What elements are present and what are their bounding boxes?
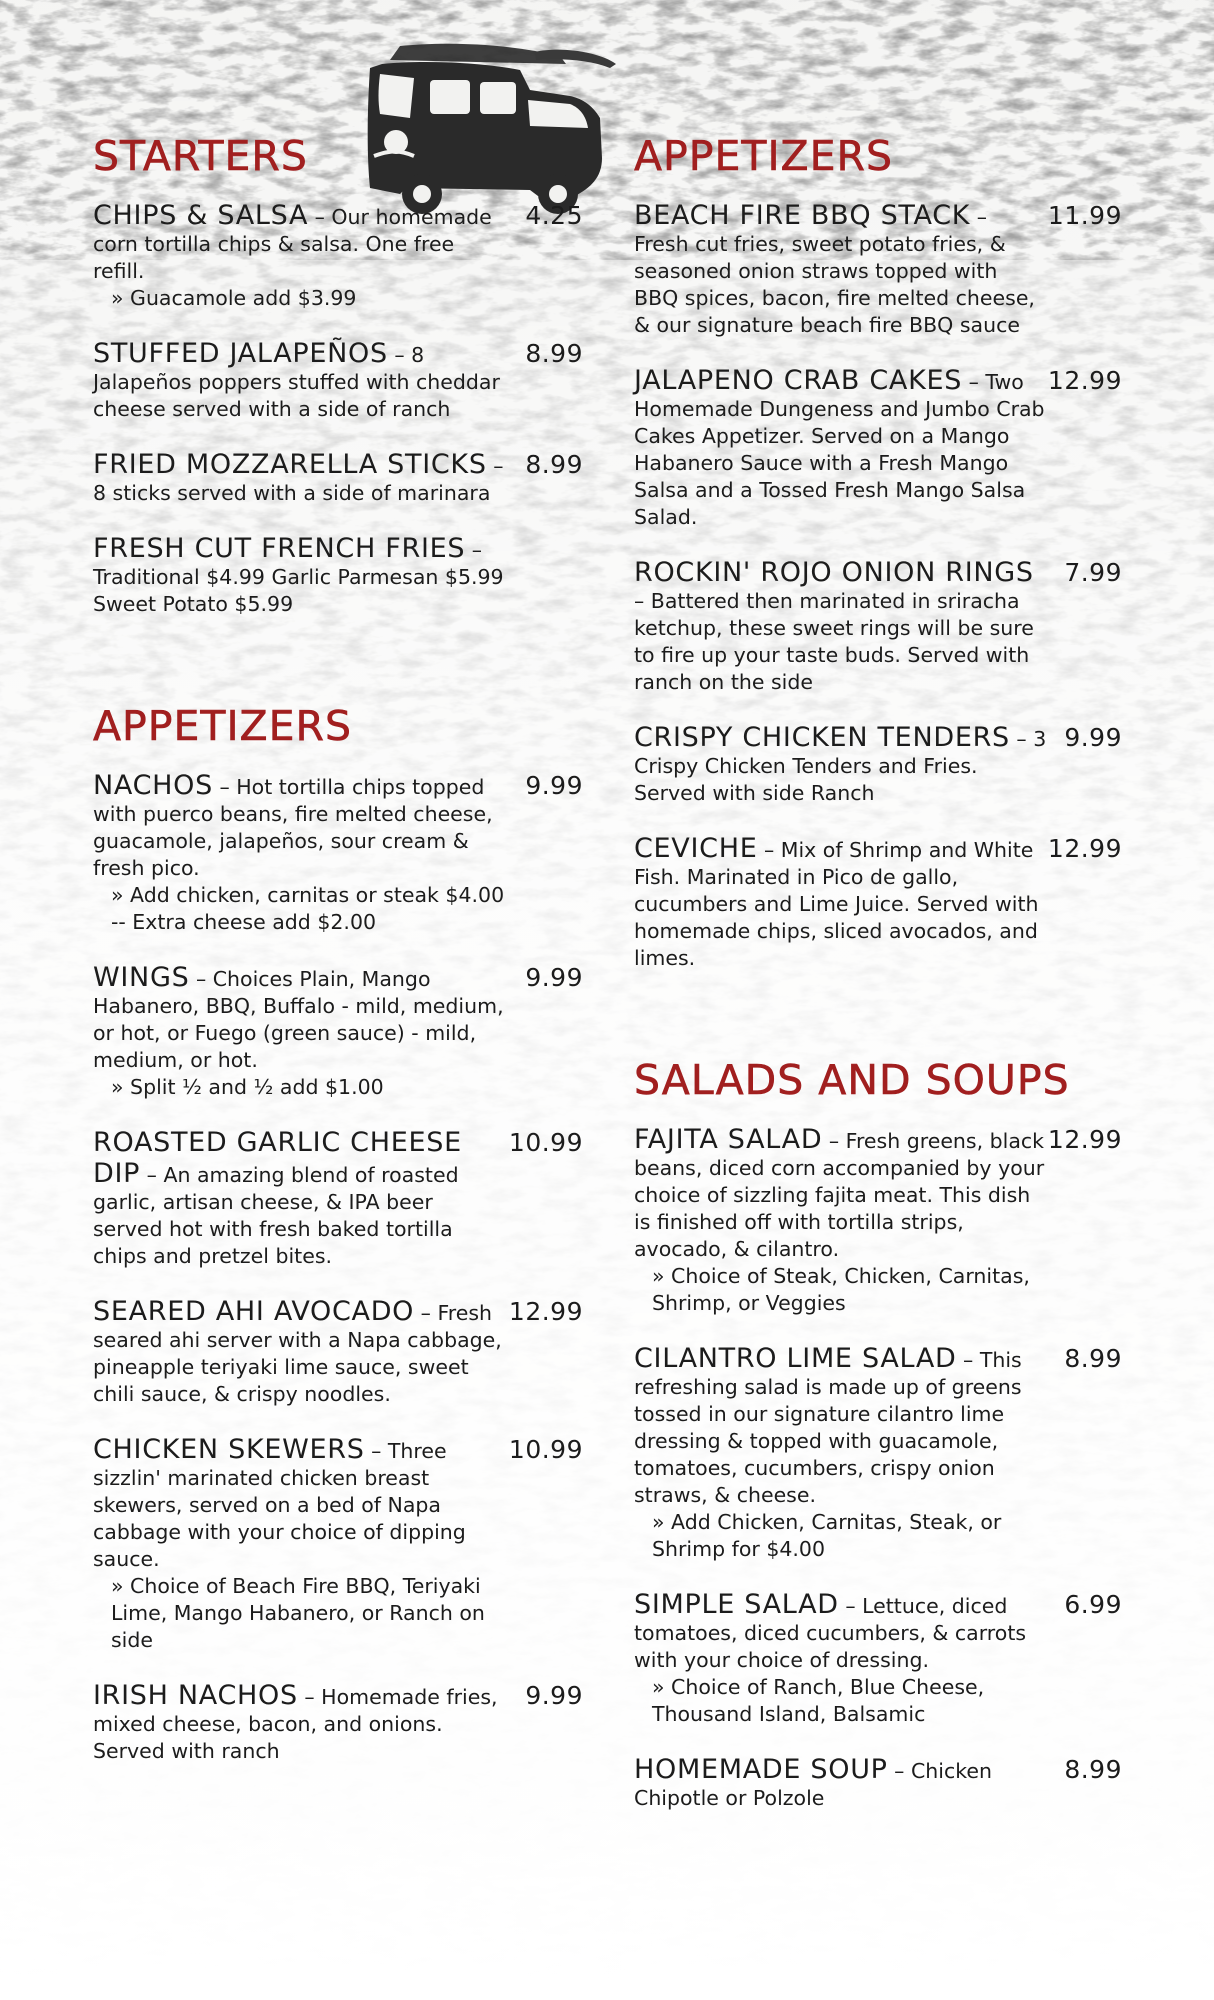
item-description: Two Homemade Dungeness and Jumbo Crab Cakes Appetizer. Served on a Mango Habanero Sauce with a Fresh Mango Salsa and a Tossed Fresh Mango Salsa Salad.: [634, 370, 1045, 529]
item-separator: –: [822, 1129, 846, 1153]
item-body: [93, 533, 583, 618]
section-title-appetizers: APPETIZERS: [93, 702, 353, 750]
item-separator: –: [634, 589, 651, 613]
item-separator: –: [486, 454, 504, 478]
item-addon: » Split ½ and ½ add $1.00: [111, 1075, 384, 1099]
item-description: Fresh cut fries, sweet potato fries, & seasoned onion straws topped with BBQ spices, bacon, fire melted cheese, & our signature beach fire BBQ sauce: [634, 232, 1035, 337]
item-price: 11.99: [1047, 201, 1122, 230]
section-title-appetizers-right: APPETIZERS: [634, 132, 894, 180]
appetizers-list: [93, 770, 583, 1765]
right-column: [634, 132, 1122, 1838]
menu-item: [634, 557, 1122, 696]
item-price: 10.99: [508, 1128, 583, 1157]
menu-item: [634, 722, 1122, 807]
item-description: Choices Plain, Mango Habanero, BBQ, Buffalo - mild, medium, or hot, or Fuego (green sauce) - mild, medium, or hot.: [93, 967, 504, 1072]
section-title-starters: STARTERS: [93, 132, 308, 180]
item-body: [93, 449, 583, 507]
item-separator: –: [297, 1685, 322, 1709]
item-body: [634, 557, 1122, 696]
menu-item: [634, 833, 1122, 972]
item-name: ROASTED GARLIC CHEESE DIP: [93, 1127, 462, 1189]
item-price: 12.99: [1047, 1125, 1122, 1154]
left-column: [93, 132, 583, 1791]
item-body: [93, 1680, 583, 1765]
starters-list: [93, 200, 583, 618]
salads-soups-list: [634, 1124, 1122, 1812]
item-description: 8 sticks served with a side of marinara: [93, 481, 491, 505]
item-name: FRIED MOZZARELLA STICKS: [93, 449, 487, 480]
menu-item: [93, 338, 583, 423]
item-name: CRISPY CHICKEN TENDERS: [634, 722, 1010, 753]
item-price: 8.99: [525, 450, 583, 479]
item-separator: –: [838, 1594, 863, 1618]
item-addon: » Guacamole add $3.99: [111, 286, 357, 310]
item-description: Chicken Chipotle or Polzole: [634, 1759, 992, 1810]
item-name: CILANTRO LIME SALAD: [634, 1343, 957, 1374]
item-separator: –: [887, 1759, 911, 1783]
item-separator: –: [308, 205, 332, 229]
item-price: 12.99: [508, 1297, 583, 1326]
item-body: [634, 1589, 1122, 1728]
item-name: FRESH CUT FRENCH FRIES: [93, 533, 466, 564]
item-price: 9.99: [525, 963, 583, 992]
item-description: Three sizzlin' marinated chicken breast skewers, served on a bed of Napa cabbage with your choice of dipping sauce.: [93, 1439, 466, 1571]
item-price: 9.99: [525, 1681, 583, 1710]
menu-item: [93, 449, 583, 507]
item-description: Battered then marinated in sriracha ketchup, these sweet rings will be sure to fire up your taste buds. Served with ranch on the side: [634, 589, 1034, 694]
menu-item: [634, 200, 1122, 339]
item-name: FAJITA SALAD: [634, 1124, 823, 1155]
item-price: 12.99: [1047, 366, 1122, 395]
item-name: ROCKIN' ROJO ONION RINGS: [634, 557, 1034, 588]
item-price: 10.99: [508, 1435, 583, 1464]
item-separator: –: [189, 967, 213, 991]
item-description: This refreshing salad is made up of greens tossed in our signature cilantro lime dressing & topped with guacamole, tomatoes, cucumbers, crispy onion straws, & cheese.: [634, 1348, 1022, 1507]
item-description: 8 Jalapeños poppers stuffed with cheddar cheese served with a side of ranch: [93, 343, 500, 421]
item-description: An amazing blend of roasted garlic, artisan cheese, & IPA beer served hot with fresh baked tortilla chips and pretzel bites.: [93, 1163, 459, 1268]
item-price: 7.99: [1064, 558, 1122, 587]
item-price: 8.99: [1064, 1344, 1122, 1373]
item-name: CHICKEN SKEWERS: [93, 1434, 365, 1465]
menu-item: [93, 200, 583, 312]
item-addon: » Choice of Ranch, Blue Cheese, Thousand Island, Balsamic: [652, 1675, 985, 1726]
item-separator: –: [465, 538, 482, 562]
item-body: [93, 338, 583, 423]
item-price: 9.99: [525, 771, 583, 800]
item-price: 8.99: [1064, 1755, 1122, 1784]
item-name: STUFFED JALAPEÑOS: [93, 338, 388, 369]
item-price: 6.99: [1064, 1590, 1122, 1619]
item-name: HOMEMADE SOUP: [634, 1754, 888, 1785]
item-name: SIMPLE SALAD: [634, 1589, 839, 1620]
menu-item: [634, 1589, 1122, 1728]
item-description: Fresh seared ahi server with a Napa cabbage, pineapple teriyaki lime sauce, sweet chili sauce, & crispy noodles.: [93, 1301, 502, 1406]
item-separator: –: [956, 1348, 980, 1372]
menu-item: [634, 365, 1122, 531]
item-price: 4.25: [525, 201, 583, 230]
item-description: Fresh greens, black beans, diced corn accompanied by your choice of sizzling fajita meat. This dish is finished off with tortilla strips, avocado, & cilantro.: [634, 1129, 1045, 1261]
appetizers-right-list: [634, 200, 1122, 972]
item-body: [634, 1343, 1122, 1563]
item-description: Lettuce, diced tomatoes, diced cucumbers, & carrots with your choice of dressing.: [634, 1594, 1027, 1672]
item-separator: –: [140, 1163, 164, 1187]
item-body: [93, 1434, 583, 1654]
item-name: CEVICHE: [634, 833, 758, 864]
item-price: 12.99: [1047, 834, 1122, 863]
item-description: Hot tortilla chips topped with puerco beans, fire melted cheese, guacamole, jalapeños, sour cream & fresh pico.: [93, 775, 493, 880]
item-separator: –: [970, 205, 987, 229]
item-price: 9.99: [1064, 723, 1122, 752]
item-name: BEACH FIRE BBQ STACK: [634, 200, 971, 231]
item-separator: –: [962, 370, 986, 394]
menu-item: [93, 962, 583, 1101]
item-body: [634, 722, 1122, 807]
item-description: Mix of Shrimp and White Fish. Marinated in Pico de gallo, cucumbers and Lime Juice. Served with homemade chips, sliced avocados, and limes.: [634, 838, 1039, 970]
item-price: 8.99: [525, 339, 583, 368]
item-separator: –: [212, 775, 237, 799]
menu-item: [93, 770, 583, 936]
item-description: Our homemade corn tortilla chips & salsa. One free refill.: [93, 205, 492, 283]
item-name: WINGS: [93, 962, 190, 993]
item-separator: –: [364, 1439, 388, 1463]
item-description: Traditional $4.99 Garlic Parmesan $5.99 Sweet Potato $5.99: [93, 565, 504, 616]
item-name: IRISH NACHOS: [93, 1680, 298, 1711]
item-name: CHIPS & SALSA: [93, 200, 309, 231]
menu-item: [93, 533, 583, 618]
menu-item: [634, 1754, 1122, 1812]
item-separator: –: [414, 1301, 438, 1325]
item-body: [634, 1754, 1122, 1812]
menu-item: [93, 1434, 583, 1654]
item-body: [93, 200, 583, 312]
item-addon: » Add Chicken, Carnitas, Steak, or Shrimp for $4.00: [652, 1510, 1002, 1561]
item-description: 3 Crispy Chicken Tenders and Fries. Served with side Ranch: [634, 727, 1047, 805]
menu-item: [93, 1680, 583, 1765]
item-separator: –: [387, 343, 412, 367]
item-separator: –: [757, 838, 781, 862]
item-name: JALAPENO CRAB CAKES: [634, 365, 963, 396]
item-addon: » Choice of Steak, Chicken, Carnitas, Shrimp, or Veggies: [652, 1264, 1030, 1315]
item-name: NACHOS: [93, 770, 213, 801]
menu-item: [634, 1124, 1122, 1317]
item-description: Homemade fries, mixed cheese, bacon, and onions. Served with ranch: [93, 1685, 498, 1763]
item-body: [93, 962, 583, 1101]
menu-item: [93, 1127, 583, 1270]
item-addon: » Choice of Beach Fire BBQ, Teriyaki Lime, Mango Habanero, or Ranch on side: [111, 1574, 485, 1652]
section-title-salads-soups: SALADS AND SOUPS: [634, 1056, 1070, 1104]
item-body: [93, 770, 583, 936]
item-addon: » Add chicken, carnitas or steak $4.00 -- Extra cheese add $2.00: [111, 883, 505, 934]
menu-item: [93, 1296, 583, 1408]
item-separator: –: [1009, 727, 1034, 751]
menu-item: [634, 1343, 1122, 1563]
item-name: SEARED AHI AVOCADO: [93, 1296, 415, 1327]
